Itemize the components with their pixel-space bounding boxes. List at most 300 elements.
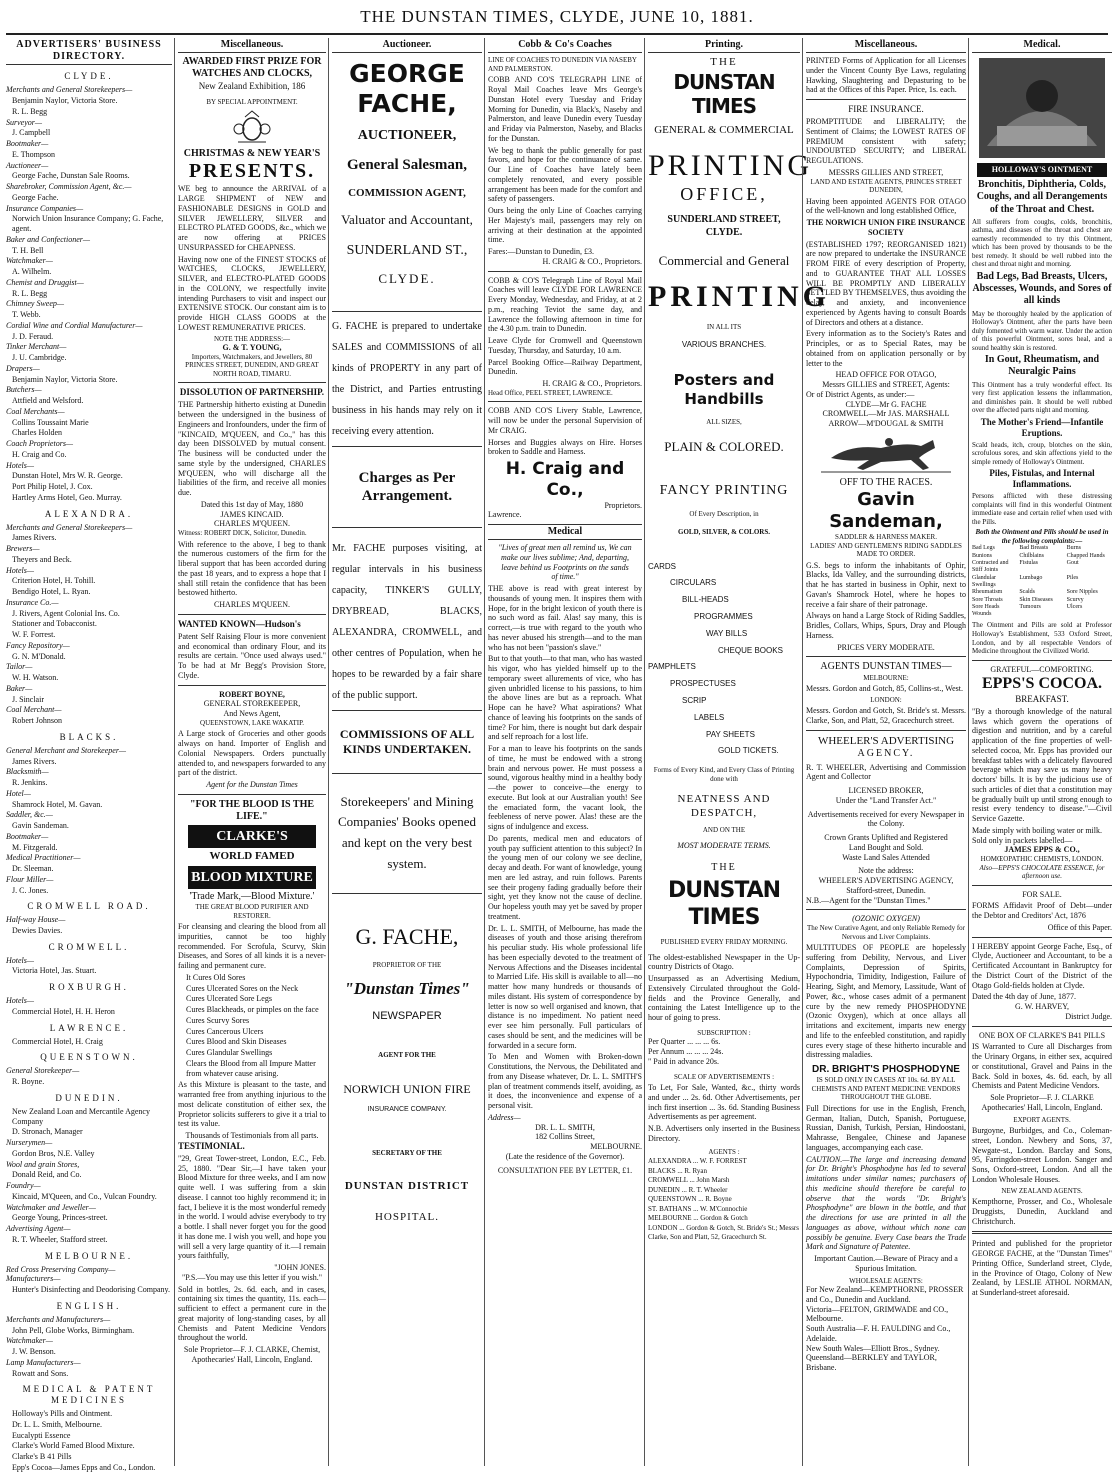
divider [332,710,482,711]
ad-text: Land Bought and Sold. [848,842,924,852]
commercial-general-line: Commercial and General [658,252,790,268]
directory-category: Merchants and Manufacturers— [6,1314,111,1324]
subscription-rate: Per Quarter ... ... ... 6s. [648,1037,721,1047]
ad-text: Crown Grants Uplifted and Registered [824,833,948,842]
directory-entry: T. H. Bell [12,245,44,255]
xmas-heading: CHRISTMAS & NEW YEAR'S [183,148,321,160]
directory-entry: Dr. Sleeman. [12,864,54,874]
signature: "JOHN JONES. [274,1263,326,1273]
licensed-line: LICENSED BROKER, [848,786,924,795]
auctioneer-name: GEORGE FACHE, [349,59,465,119]
complaint-item: Burns [1066,545,1081,552]
directory-cromwell-list [6,956,172,977]
divider [488,401,642,402]
cure-item: Cures Blackheads, or pimples on the face [186,1005,319,1015]
advertiser-name: ROBERT BOYNE, [219,689,285,699]
doctor-city: MELBOURNE. [590,1142,642,1152]
address-label: Address— [488,1112,521,1122]
gold-silver-line: GOLD, SILVER, & COLORS. [678,528,770,537]
breakfast-line: BREAKFAST. [1015,693,1069,704]
ad-text: Persons afflicted with these distressing complaints will find in this wonderful Ointment immediate ease and certain relief when used with the Pills. [972,492,1112,526]
directory-category: Surveyor— [6,117,42,127]
doctor-address: 182 Collins Street, [535,1132,595,1142]
town-heading: CROMWELL ROAD. [27,901,151,912]
directory-category: Hotels— [6,565,34,575]
ad-text: A Large stock of Groceries and other goods always on hand. Importer of English and Colonial Newspapers. Orders punctually attended to, and newspapers forwarded to any part of the district. [178,729,326,778]
miscellaneous-column-2 [802,38,969,1466]
ad-text: N.B. Advertisers only inserted in the Business Directory. [648,1124,800,1143]
printing-item: PAY SHEETS [706,729,755,739]
complaint-item: Lumbago [1019,574,1043,581]
directory-lawrence-list [6,1037,172,1047]
directory-entry: D. Stronach, Manager [12,1127,83,1137]
directory-entry: J. Campbell [12,128,51,138]
ad-text: May be thoroughly healed by the application of Holloway's Ointment, after the parts have been duly fomented with warm water. Under the action of this powerful Ointment, sores heal, and a sound healthy skin is restored. [972,309,1112,352]
column-header: Printing. [648,38,800,53]
directory-category: Bootmaker— [6,139,49,149]
directory-entry: Hunter's Disinfecting and Deodorising Company. [12,1285,171,1295]
town-heading: CROMWELL. [48,941,130,952]
street-line: SUNDERLAND ST., [346,242,468,258]
moderate-terms-line: MOST MODERATE TERMS. [677,840,771,850]
directory-category: Coach Proprietors— [6,439,74,449]
printing-item: CIRCULARS [670,578,717,588]
cure-item: Cures Blood and Skin Diseases [186,1037,287,1047]
directory-alexandra-list [6,523,172,726]
directory-category: Saddler, &c.— [6,810,53,820]
advertiser-trade: GENERAL STOREKEEPER, [203,699,301,709]
directory-category: Insurance Co.— [6,597,59,607]
directory-entry: Shamrock Hotel, M. Gavan. [12,799,103,809]
insurance-line: INSURANCE COMPANY. [367,1106,447,1114]
ad-text: Leave Clyde for Cromwell and Queenstown Tuesday, Thursday, and Saturday, 10 a.m. [488,336,642,355]
ad-text: This Ointment has a truly wonderful effect. Its very first application lessens the inflammation, and diminishes pain. It should be well rubbed over the affected parts night and morning. [972,380,1112,415]
ad-text: Burgoyne, Burbidges, and Co., Coleman-street, London. Newbery and Sons, 37, Newgate-st., London. Barclay and Sons, 95, Farringdon-street London. Sanger and Sons, Oxford-street, London. And all the London Wholesale Houses. [972,1126,1112,1184]
commissions-heading: COMMISSIONS OF ALL KINDS UNDERTAKEN. [339,727,475,756]
ad-text: COBB & CO'S Telegraph Line of Royal Mail Coaches will leave CLYDE FOR LAWRENCE Every Monday, Wednesday, and Friday, at at 2 p.m., reaching Teviot the same day, and Lawrence the following afternoon in time for the 4.30 p.m. train to Dunedin. [488,275,642,334]
ad-text: Messrs GILLIES and STREET, Agents: [822,380,950,390]
wholesale-agent: New South Wales—Elliott Bros., Sydney. [806,1343,940,1353]
agent-entry: CROMWELL ... John Marsh [648,1176,730,1185]
printing-item: BILL-HEADS [682,595,729,605]
agents-heading: AGENTS DUNSTAN TIMES— [820,661,952,673]
advertiser-name: G. & T. YOUNG, [222,343,282,353]
directory-entry: Criterion Hotel, H. Tohill. [12,576,96,586]
directory-category: Medical Practitioner— [6,853,81,863]
printing-column [644,38,831,1466]
directory-entry: Norwich Union Insurance Company; G. Fache, agent. [12,214,164,234]
signature: JAMES KINCAID. [220,509,284,519]
column-header: Miscellaneous. [806,38,966,53]
directory-category: Chemist and Druggist— [6,277,84,287]
town-heading: CLYDE. [64,71,114,82]
district-agent: CROMWELL—Mr JAS. MARSHALL [822,409,950,419]
divider [178,614,326,615]
office-heading: OFFICE, [680,184,768,205]
agent-line: Agent for the Dunstan Times [206,780,298,790]
chocolate-line: Also—EPPS'S CHOCOLATE ESSENCE, for afternoon use. [979,863,1105,881]
directory-medical-list [6,1409,172,1473]
holloway-engraving-icon [977,56,1107,176]
directory-entry: Dewies Davies. [12,926,63,935]
divider [806,909,966,910]
directory-category: Wool and grain Stores, [6,1159,80,1169]
complaint-item: Wounds [972,611,992,618]
city-label: MELBOURNE: [863,673,909,682]
directory-entry: George Young, Princes-street. [12,1213,108,1223]
ad-text: Mr. FACHE purposes visiting, at regular intervals in his business capacity, TINKER'S GULLY, DRYBREAD, BLACKS, ALEXANDRA, CROMWELL, and other centres of Population, when he hopes to be rewarded by a fair share of the public support. [332,543,482,702]
ad-text: Advertisements received for every Newspaper in the Colony. [807,809,965,829]
divider [972,1026,1112,1027]
directory-category: Tailor— [6,662,33,672]
directory-entry: Kincaid, M'Queen, and Co., Vulcan Foundry. [12,1191,157,1201]
ad-text: Having now one of the FINEST STOCKS of WATCHES, CLOCKS, JEWELLERY, SILVER, and ELECTRO-PLATED GOODS in the COLONY, we respectfully invite intending Purchasers to visit and inspect our EXTENSIVE STOCK. Our constant aim is to provide HIGH CLASS GOODS at the LOWEST REMUNERATIVE PRICES. [178,254,326,332]
printing-office-street: SUNDERLAND STREET, CLYDE. [667,214,781,238]
column-header: Medical. [972,38,1112,53]
medical-header: Medical [488,524,642,540]
date-line: Dated this 1st day of May, 1880 [200,499,304,509]
directory-entry: J. U. Cambridge. [12,353,67,363]
printing-item: LABELS [694,712,725,722]
divider [332,773,482,774]
directory-category: Butchers— [6,385,42,395]
the-label: THE [711,862,737,874]
masthead-rule [6,33,1108,35]
fancy-printing-heading: FANCY PRINTING [659,483,789,499]
directory-entry: R. Boyne. [12,1077,45,1087]
directory-entry: Robert Johnson [12,716,62,726]
ad-text: Kempthorne, Prosser, and Co., Wholesale Druggists, Dunedin, Auckland and Christchurch. [972,1197,1112,1226]
ad-text: I HEREBY appoint George Fache, Esq., of Clyde, Auctioneer and Accountant, to be a Certificated Accountant in Bankruptcy for the District Court of the District of the Otago Gold-fields holden at Clyde. [972,941,1112,990]
sold-line: IS SOLD ONLY IN CASES AT 10s. 6d. BY ALL CHEMISTS AND PATENT MEDICINE VENDORS THROUGHOUT THE GLOBE. [811,1076,961,1102]
divider [332,446,482,447]
neatness-line: NEATNESS AND DESPATCH, [677,793,771,819]
divider [972,885,1112,886]
plain-colored-line: PLAIN & COLORED. [664,438,784,454]
ad-text: G. FACHE is prepared to undertake SALES and COMMISSIONS of all kinds of PROPERTY in any part of the District, and Parties entrusting business in his hands may rely on it receiving every attention. [332,320,482,437]
wheeler-heading: WHEELER'S ADVERTISING [817,734,955,747]
agent-entry: BLACKS ... R. Ryan [648,1166,708,1175]
town-heading: ROXBURGH. [49,982,129,993]
ad-text: Sold in bottles, 2s. 6d. each, and in cases, containing six times the quantity, 11s. each—sufficient to effect a permanent cure in the great majority of long-standing cases, by all Chemists and Patent Medicine Vendors throughout the world. [178,1284,326,1343]
article-text: Do parents, medical men and educators of youth pay sufficient attention to this subject? In the young men of our colony we see decline, decay and death. For want of knowledge, young men are led astray, and ruin follows. Parents see their progeny fading gradually before their sight, yet they know not the cause of decline. Our hopeless youth may yet be saved by proper treatment. [488,833,642,921]
cure-item: Clears the Blood from all Impure Matter from whatever cause arising. [186,1058,316,1078]
fire-insurance-heading: FIRE INSURANCE. [848,104,924,115]
books-line: Storekeepers' and Mining Companies' Books opened and kept on the very best system. [337,793,477,871]
town-heading: QUEENSTOWN. [40,1052,138,1063]
saddler-line: SADDLER & HARNESS MAKER. [835,533,937,542]
article-text: THE above is read with great interest by thousands of young men. It inspires them with Hope, for in the bright lexicon of youth there is no such word as fail. Alas! say many, this is correct,—is true with regard to the youth who has never abused his strength—and to the man who has not been "passion's slave." [488,584,642,652]
directory-entry: Charles Holden [12,428,62,438]
agent-label: AGENT FOR THE [378,1051,436,1060]
directory-category: Watchmaker— [6,1336,53,1346]
ad-text: R. T. WHEELER, Advertising and Commission Agent and Collector [806,762,966,782]
directory-category: Hotels— [6,955,34,965]
ad-text: All sufferers from coughs, colds, bronchitis, asthma, and diseases of the throat and chest are earnestly recommended to try this Ointment, which has been proved by thousands to be the best remedy. It should be well rubbed into the chest and throat night and morning. [972,217,1112,269]
directory-entry: Donald Reid, and Co. [12,1170,82,1180]
norwich-heading: THE NORWICH UNION FIRE INSURANCE SOCIETY [806,218,966,237]
ad-text: "By a thorough knowledge of the natural laws which govern the operations of digestion and nutrition, and by a careful application of the fine properties of well-selected cocoa, Mr. Epps has provided our breakfast tables with a delicately flavoured beverage which may save us many heavy doctors' bills. It is by the judicious use of such articles of diet that a constitution may be gradually built up until strong enough to resist every tendency to disease."—Civil Service Gazette. [972,706,1112,824]
directory-entry: H. Craig and Co. [12,449,67,459]
hospital-line: HOSPITAL. [374,1210,440,1223]
directory-entry: Dunstan Hotel, Mrs W. R. George. [12,471,123,481]
directory-entry: Clarke's World Famed Blood Mixture. [12,1441,135,1451]
complaint-item: Scalds [1019,589,1035,596]
ad-text: WHEELER'S ADVERTISING AGENCY, Stafford-street, Dunedin. [818,876,954,895]
complaint-item: Chilblains [1019,552,1044,559]
saddles-line: LADIES' AND GENTLEMEN'S RIDING SADDLES MADE TO ORDER. [810,541,962,559]
directory-category: Coal Merchant— [6,705,62,715]
medical-subheading: In Gout, Rheumatism, and Neuralgic Pains [984,354,1100,378]
presents-heading: PRESENTS. [188,160,316,183]
complaint-item: Tumours [1019,603,1041,610]
ad-text: G.S. begs to inform the inhabitants of Ophir, Blacks, Ida Valley, and the surrounding districts, that he has started in business in Ophir, next to Gavan's Shamrock Hotel, where he hopes to receive a fair share of their patronage. [806,560,966,609]
directory-category: Hotels— [6,996,34,1006]
directory-entry: Eucalypti Essence [12,1430,71,1440]
ad-text: Patent Self Raising Flour is more convenient and economical than ordinary Flour, and its results are certain. "Once used always used." To be had at Mr Begg's Provision Store, Clyde. [178,631,326,680]
ad-text: Made simply with boiling water or milk. [972,825,1102,835]
printing-item: PROGRAMMES [694,611,753,621]
town-heading: LAWRENCE. [49,1022,129,1033]
directory-entry: Collins Toussaint Marie [12,417,89,427]
district-line: DUNSTAN DISTRICT [344,1179,470,1192]
directory-entry: Dr. L. L. Smith, Melbourne. [12,1419,102,1429]
directory-entry: Attfield and Welsford. [12,396,84,406]
royal-arms-icon [230,109,274,145]
general-salesman: General Salesman, [347,157,467,174]
printing-item: GOLD TICKETS. [718,746,779,756]
directory-entry: Benjamin Naylor, Victoria Store. [12,374,118,384]
epps-name: JAMES EPPS & CO., [1004,845,1080,855]
signature: H. CRAIG & CO., Proprietors. [542,256,642,266]
directory-category: Watchmaker and Jeweller— [6,1202,96,1212]
directory-roxburgh-list [6,996,172,1017]
directory-category: Cordial Wine and Cordial Manufacturer— [6,320,143,330]
ad-text: Horses and Buggies always on Hire. Horses broken to Saddle and Harness. [488,437,642,457]
ps-line: "P.S.—You may use this letter if you wish." [182,1272,322,1282]
directory-entry: Gordon Bros, N.E. Valley [12,1148,95,1158]
testimonial-text: "29, Great Tower-street, London, E.C., Feb. 25, 1880. "Dear Sir,—I have taken your Blood Mixture for three weeks, and I am now quite well. I was suffering from a skin disease. I cannot too highly recommend it; in fact, I believe it is the most wonderful remedy in the world. I would advise everybody to try a bottle. I shall never forget you for the good it has done me. I wish you well, and hope you will sell a very large quantity of it.—I remain yours faithfully, [178,1153,326,1261]
directory-entry: Commercial Hotel, H. Craig [12,1036,103,1046]
directory-entry: E. Thompson [12,149,55,159]
business-directory-column [6,38,172,1472]
directory-category: General Storekeeper— [6,1066,80,1076]
directory-category: Advertising Agent— [6,1224,71,1234]
ad-text: Messrs. Gordon and Gotch, St. Bride's st. Messrs. Clarke, Son, and Platt, 52, Gracechurch street. [806,706,966,726]
ad-text: Scald heads, itch, croup, blotches on the skin, scrofulous sores, and skin affections yield to the simple remedy of Holloway's Ointment. [972,440,1112,466]
published-line: PUBLISHED EVERY FRIDAY MORNING. [660,938,788,947]
ad-text: Ours being the only Line of Coaches carrying Her Majesty's mail, passengers may rely on arriving at their destination at the appointed time. [488,206,642,245]
ad-text: COBB AND CO'S Livery Stable, Lawrence, will now be under the personal Supervision of Mr CRAIG. [488,406,642,435]
sole-proprietor: Sole Proprietor—F. J. CLARKE [990,1093,1094,1103]
ad-text: (ESTABLISHED 1797; REORGANISED 1821) are now prepared to undertake the INSURANCE FROM FIRE of every description of Property, and to GUARANTEE THAT ALL LOSSES WILL BE PROMPTLY AND LIBERALLY SETTLED BY THEMSELVES, thus avoiding the delay, and anxiety, and inconvenience experienced by Agents having to consult Boards of Directors and others at a distance. [806,239,966,327]
directory-entry: A. Wilhelm. [12,267,52,277]
complaint-item: Fistulas [1019,559,1038,566]
trademark-line: 'Trade Mark,—Blood Mixture.' [189,890,315,902]
blood-heading: "FOR THE BLOOD IS THE LIFE." [189,798,315,823]
medical-subheading: Bronchitis, Diphtheria, Colds, Coughs, and all Derangements of the Throat and Chest. [976,179,1108,215]
directory-entry: Theyers and Beck. [12,554,72,564]
directory-entry: Gavin Sandeman. [12,821,69,831]
town-heading: BLACKS. [59,731,119,742]
pills-heading: ONE BOX OF CLARKE'S B41 PILLS [978,1030,1106,1040]
purifier-line: THE GREAT BLOOD PURIFIER AND RESTORER. [195,903,309,920]
divider [972,937,1112,938]
location-line: Lawrence. [488,510,522,520]
for-sale-heading: FOR SALE. [1022,889,1062,899]
directory-entry: Bendigo Hotel, L. Ryan. [12,587,91,597]
directory-entry: W. H. Watson. [12,673,59,683]
agents-list [648,1157,800,1241]
wanted-heading: WANTED KNOWN—Hudson's [178,618,301,629]
complaint-item: Chapped Hands [1066,552,1105,559]
auctioneer-column [328,38,485,1466]
imprint: Printed and published for the proprietor GEORGE FACHE, at the "Dunstan Times" Printing Office, Sunderland street, Clyde, in the Province of Otago, Colony of New Zealand, by LESLIE ATHOL NORMAN, at Sunderland-street aforesaid. [972,1239,1112,1298]
directory-entry: Holloway's Pills and Ointment. [12,1409,113,1419]
directory-entry: R. L. Begg [12,288,48,298]
medical-column [968,38,1115,1466]
judge-title: District Judge. [1065,1011,1112,1021]
cure-item: It Cures Old Sores [186,972,246,982]
directory-blacks-list [6,746,172,896]
directory-entry: J. W. Benson. [12,1347,56,1357]
directory-category: Drapers— [6,363,40,373]
miscellaneous-column [174,38,329,1466]
directory-entry: R. T. Wheeler, Stafford street. [12,1234,108,1244]
ad-text: Sold only in packets labelled— [972,835,1073,845]
signature: CHARLES M'QUEEN. [213,519,291,529]
clarkes-banner: CLARKE'S [188,825,316,848]
judge-name: G. W. HARVEY, [1014,1002,1070,1012]
directory-category: Lamp Manufacturers— [6,1357,81,1367]
craig-name: H. Craig and Co., [505,459,625,500]
directory-entry: Hartley Arms Hotel, Geo. Murray. [12,492,122,502]
directory-melbourne-list [6,1265,172,1295]
agent-entry: LONDON ... Gordon & Gotch, St. Bride's St.; Messrs Clarke, Son and Platt, 52, Gracechurch St. [648,1223,799,1241]
district-agents-label: Or of District Agents, as under:— [806,389,915,399]
complaint-item: Glandular Swellings [972,574,996,588]
subscription-heading: SUBSCRIPTION : [697,1028,751,1037]
general-commercial-line: GENERAL & COMMERCIAL [654,124,794,137]
directory-category: Nurserymen— [6,1138,53,1148]
fache-name: G. FACHE, [355,923,459,949]
nb-line: N.B.—Agent for the "Dunstan Times." [806,895,931,905]
charges-heading: Charges as Per Arrangement. [358,469,456,505]
description-line: Of Every Description, in [689,509,759,518]
agent-name: MESSRS GILLIES AND STREET, [828,167,944,177]
directory-entry: T. Webb. [12,310,41,320]
ad-text: To Let, For Sale, Wanted, &c., thirty words and under ... 2s. 6d. Other Advertisements, per inch first insertion ... 3s. 6d. Standing Business Advertisements as per agreement. [648,1083,800,1122]
cure-item: Cures Glandular Swellings [186,1048,273,1058]
ad-text: PROMPTITUDE and LIBERALITY; the Sentiment of Claims; the LOWEST RATES OF PREMIUM consistent with safety; UNDOUBTED SECURITY; and LIBERAL REGULATIONS. [806,117,966,166]
medical-subheading: Bad Legs, Bad Breasts, Ulcers, Abscesses, Wounds, and Sores of all kinds [972,270,1112,307]
directory-entry: Clarke's B 41 Pills [12,1452,72,1462]
directory-category: Hotels— [6,460,34,470]
appointment-line: BY SPECIAL APPOINTMENT. [206,97,298,106]
directory-category: Coal Merchants— [6,406,65,416]
act-line: Under the "Land Transfer Act." [835,795,937,805]
note-label: Note the address: [858,866,914,876]
town-heading: ENGLISH. [56,1300,122,1311]
agent-entry: ST. BATHANS ... W. M'Connochie [648,1204,748,1213]
directory-entry: Commercial Hotel, H. H. Heron [12,1006,115,1016]
auctioneer-title: AUCTIONEER, [357,128,457,144]
residence-note: (Late the residence of the Governor). [505,1151,625,1161]
divider [178,685,326,686]
verse: "Lives of great men all remind us, We can make our lives sublime; And, departing, leave behind us Footprints on the sands of time." [498,543,632,582]
ad-text: We beg to thank the public generally for past favors, and hope for the continuance of same. Our Line of Coaches have lately been completely renovated, and every possible arrangement has been made for the comfort and safety of passengers. [488,145,642,204]
directory-category: Blacksmith— [6,767,49,777]
directory-category: Baker— [6,683,33,693]
directory-entry: J. D. Feraud. [12,331,54,341]
agent-entry: DUNEDIN ... R. T. Wheeler [648,1185,728,1194]
secretary-label: SECRETARY OF THE [372,1148,442,1157]
complaint-item: Sore Throats [972,596,1003,603]
agency-heading: AGENCY. [857,748,915,760]
and-on-line: AND ON THE [702,826,746,834]
advertiser-address: Importers, Watchmakers, and Jewellers, 80 PRINCES STREET, DUNEDIN, AND GREAT NORTH ROAD, TIMARU. [185,352,319,378]
directory-entry: New Zealand Loan and Mercantile Agency Company [12,1106,150,1126]
wholesale-agent: Queensland—BERKLEY and TAYLOR, Brisbane. [806,1353,937,1373]
complaint-item: Sore Heads [972,603,1000,610]
medical-subheading: Piles, Fistulas, and Internal Inflammations. [989,468,1095,490]
complaint-item: Bad Legs [972,545,995,552]
printing-items-list [648,559,800,761]
complaint-item: Sore Nipples [1066,589,1098,596]
cures-list [186,973,326,1079]
agent-address: LAND AND ESTATE AGENTS, PRINCES STREET DUNEDIN, [810,177,962,195]
scale-heading: SCALE OF ADVERTISEMENTS : [673,1072,775,1081]
directory-category: Foundry— [6,1181,41,1191]
complaint-item: Bunions [972,552,993,559]
complaint-item: Contracted and Stiff Joints [972,559,1009,574]
newspaper-label: NEWSPAPER [372,1009,442,1022]
world-famed-line: WORLD FAMED [209,850,295,863]
phosphodyne-heading: DR. BRIGHT'S PHOSPHODYNE [812,1064,960,1076]
directory-entry: Rowatt and Sons. [12,1368,69,1378]
advertiser-address: QUEENSTOWN, LAKE WAKATIP. [200,718,304,727]
complaints-grid [972,545,1112,618]
homeopathic-line: HOMŒOPATHIC CHEMISTS, LONDON. [980,855,1104,864]
directory-header: ADVERTISERS' BUSINESS DIRECTORY. [6,38,172,65]
directory-entry: Benjamin Naylor, Victoria Store. [12,96,118,106]
ad-text: FORMS Affidavit Proof of Debt—under the Debtor and Creditors' Act, 1876 [972,901,1112,921]
complaint-item: Bad Breasts [1019,545,1049,552]
ad-text: THE Partnership hitherto existing at Dunedin between the undersigned in the business of Engineers and Ironfounders, under the firm of "KINCAID, M'QUEEN, and Co.," has this day been DISSOLVED by mutual consent. The business will be conducted under the same style by the undersigned, CHARLES M'QUEEN, who will discharge all the liabilities of the firm, and receive all monies due. [178,400,326,498]
divider [332,311,482,312]
ad-text: With reference to the above, I beg to thank the numerous customers of the firm for the liberal support that has been accorded during the past 18 years, and to express a hope that I shall still retain the confidence that has been bestowed hitherto. [178,539,326,598]
ad-text: As this Mixture is pleasant to the taste, and warranted free from anything injurious to the most delicate constitution of either sex, the Proprietor solicits sufferers to give it a trial to test its value. [178,1080,326,1129]
printing-heading: PRINTING [648,148,812,182]
district-agent: ARROW—M'DOUGAL & SMITH [828,419,944,429]
ad-text: The New Curative Agent, and only Reliable Remedy for Nervous and Liver Complaints. [806,924,966,941]
article-text: For a man to leave his footprints on the sands of time, he must be endowed with a strong brain and nervous power. He must possess a sound, vigorous healthy mind in a healthy body—the power to conceive—the energy to execute. But look at our Australian youth! See the emaciated form, the vacant look, the feebleness of nerve power. Alas! these are the signs of indulgence and excess. [488,744,642,832]
consultation-fee: CONSULTATION FEE BY LETTER, £1. [497,1165,633,1175]
all-its-line: IN ALL ITS [706,323,742,332]
directory-entry: Port Philip Hotel, J. Cox. [12,482,93,492]
ad-text: MULTITUDES OF PEOPLE are hopelessly suffering from Debility, Nervous, and Liver Complaints, Depression of Spirits, Hypochondria, Timidity, Indigestion, Failure of Hearing, Sight, and Memory, Lassitude, Want of Power, &c., whose cases admit of a permanent cure by the new remedy PHOSPHODYNE (Ozonic Oxygen), which at once allays all irritations and excitement, imparts new energy and life to the enfeebled constitution, and rapidly cures every stage of these hitherto incurable and distressing maladies. [806,943,966,1060]
ad-text: Thousands of Testimonials from all parts. [185,1131,319,1141]
cure-item: Cures Ulcerated Sores on the Neck [186,983,299,993]
divider [806,730,966,731]
directory-queenstown-list [6,1066,172,1087]
wholesale-heading: WHOLESALE AGENTS: [849,1276,923,1285]
ad-text: Always on hand a Large Stock of Riding Saddles, Bridles, Collars, Whips, Spurs, Dray and Plough Harness. [806,611,966,640]
ad-text: Every information as to the Society's Rates and Principles, or as to Special Rates, may be obtained from on application personally or by letter to the [806,329,966,368]
sizes-line: ALL SIZES, [706,418,742,427]
valuator-line: Valuator and Accountant, [341,211,473,227]
prices-line: PRICES VERY MODERATE. [837,642,935,652]
